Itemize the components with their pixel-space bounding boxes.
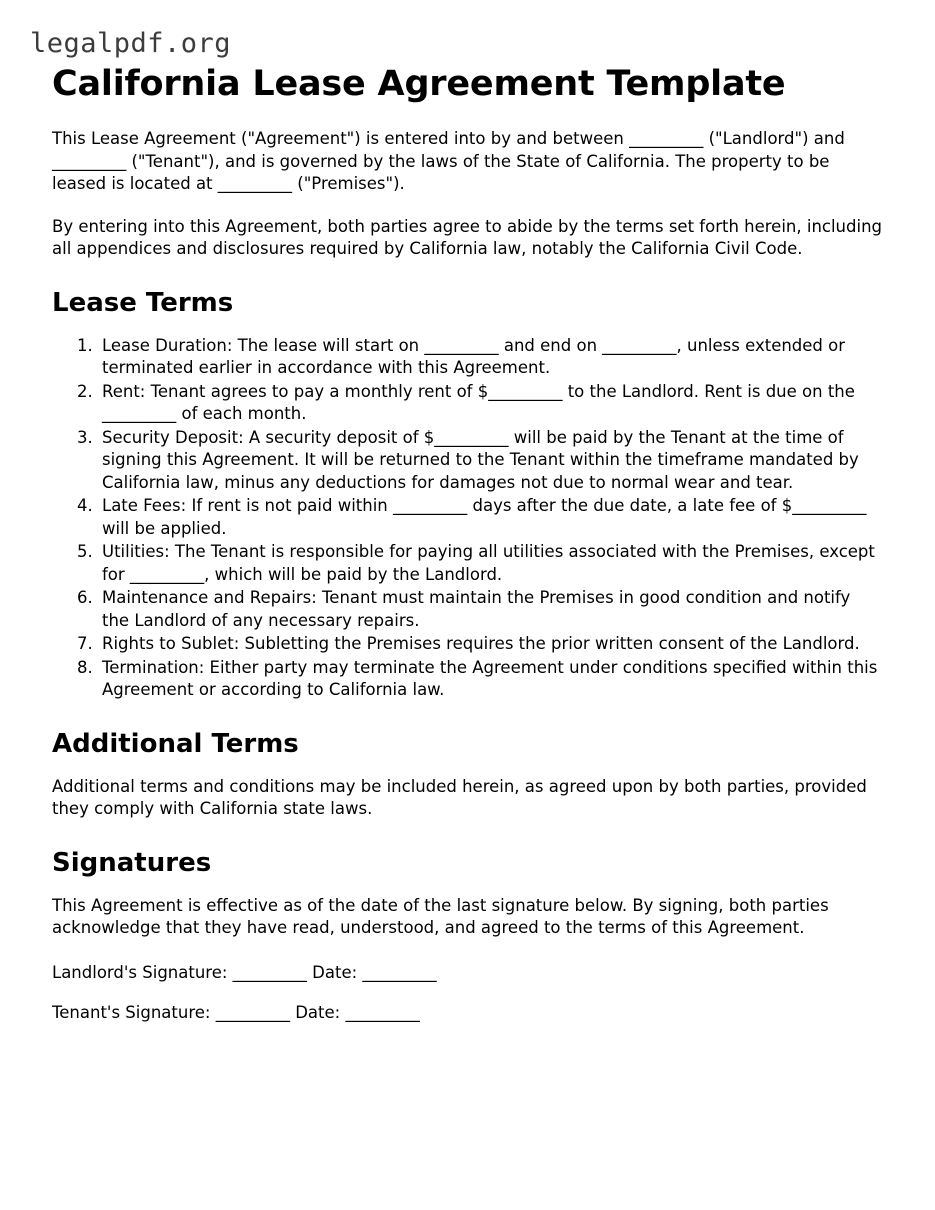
section-heading-signatures: Signatures (52, 847, 212, 878)
intro-paragraph-1: This Lease Agreement ("Agreement") is entered into by and between _________ ("Landlord") and _________ ("Tenant"), and is governed by the laws of the State of California. The property to be leased is located at _________ ("Premises"). (52, 129, 845, 193)
list-item: 8. Termination: Either party may terminate the Agreement under conditions specified within this Agreement or according to California law. (98, 657, 882, 702)
section-heading-lease-terms: Lease Terms (52, 287, 234, 318)
list-item: 1. Lease Duration: The lease will start on _________ and end on _________, unless extended or terminated earlier in accordance with this Agreement. (98, 335, 882, 380)
lease-terms-list (52, 335, 882, 702)
list-item: 2. Rent: Tenant agrees to pay a monthly rent of $_________ to the Landlord. Rent is due on the _________ of each month. (98, 381, 882, 426)
additional-terms-paragraph: Additional terms and conditions may be included herein, as agreed upon by both parties, provided they comply with California state laws. (52, 776, 867, 818)
document-body (52, 62, 882, 1025)
intro-paragraph-2: By entering into this Agreement, both parties agree to abide by the terms set forth herein, including all appendices and disclosures required by California law, notably the California Civil Code. (52, 216, 883, 258)
intro-section (52, 128, 882, 261)
list-item: 5. Utilities: The Tenant is responsible for paying all utilities associated with the Premises, except for _________, which will be paid by the Landlord. (98, 541, 882, 586)
signature-lines (52, 962, 882, 1025)
landlord-signature-line: Landlord's Signature: _________ Date: _________ (52, 962, 437, 982)
list-item: 4. Late Fees: If rent is not paid within _________ days after the due date, a late fee of $_________ will be applied. (98, 495, 882, 540)
page-title: California Lease Agreement Template (52, 64, 786, 104)
signatures-paragraph: This Agreement is effective as of the date of the last signature below. By signing, both parties acknowledge that they have read, understood, and agreed to the terms of this Agreement. (52, 895, 829, 937)
list-item: 3. Security Deposit: A security deposit of $_________ will be paid by the Tenant at the time of signing this Agreement. It will be returned to the Tenant within the timeframe mandated by California law, minus any deductions for damages not due to normal wear and tear. (98, 427, 882, 495)
list-item: 7. Rights to Sublet: Subletting the Premises requires the prior written consent of the Landlord. (98, 633, 882, 656)
list-item: 6. Maintenance and Repairs: Tenant must maintain the Premises in good condition and notify the Landlord of any necessary repairs. (98, 587, 882, 632)
tenant-signature-line: Tenant's Signature: _________ Date: _________ (52, 1003, 420, 1022)
site-logo: legalpdf.org (30, 28, 232, 59)
section-heading-additional-terms: Additional Terms (52, 728, 299, 759)
